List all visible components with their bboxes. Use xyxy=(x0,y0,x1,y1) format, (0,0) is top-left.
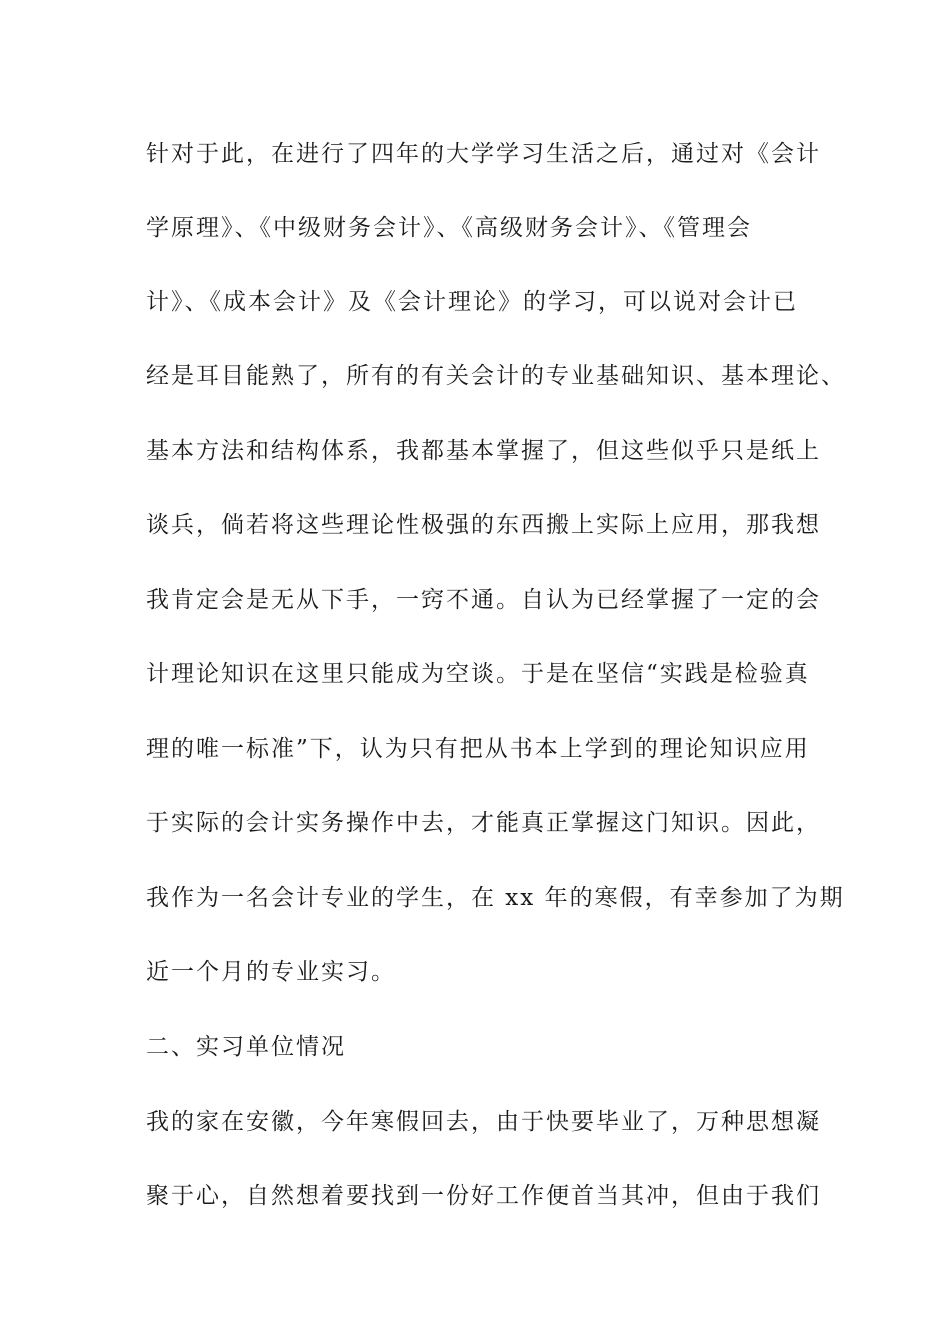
paragraph-line: 我肯定会是无从下手，一窍不通。自认为已经掌握了一定的会 xyxy=(146,587,821,613)
paragraph-line: 我的家在安徽，今年寒假回去，由于快要毕业了，万种思想凝 xyxy=(146,1109,821,1135)
paragraph-line: 近一个月的专业实习。 xyxy=(146,959,396,985)
paragraph-line: 我作为一名会计专业的学生，在 xx 年的寒假，有幸参加了为期 xyxy=(146,885,845,911)
paragraph-line: 针对于此，在进行了四年的大学学习生活之后，通过对《会计 xyxy=(146,141,821,167)
paragraph-line: 学原理》、《中级财务会计》、《高级财务会计》、《管理会 xyxy=(146,215,752,241)
paragraph-line: 谈兵，倘若将这些理论性极强的东西搬上实际上应用，那我想 xyxy=(146,512,821,538)
section-heading: 二、实习单位情况 xyxy=(146,1034,346,1060)
paragraph-line: 理的唯一标准”下，认为只有把从书本上学到的理论知识应用 xyxy=(146,736,810,762)
paragraph-line: 于实际的会计实务操作中去，才能真正掌握这门知识。因此， xyxy=(146,810,821,836)
paragraph-line: 计》、《成本会计》及《会计理论》的学习，可以说对会计已 xyxy=(146,289,798,315)
paragraph-line: 聚于心，自然想着要找到一份好工作便首当其冲，但由于我们 xyxy=(146,1183,821,1209)
paragraph-line: 基本方法和结构体系，我都基本掌握了，但这些似乎只是纸上 xyxy=(146,438,821,464)
paragraph-line: 经是耳目能熟了，所有的有关会计的专业基础知识、基本理论、 xyxy=(146,363,846,389)
paragraph-line: 计理论知识在这里只能成为空谈。于是在坚信“实践是检验真 xyxy=(146,661,810,687)
